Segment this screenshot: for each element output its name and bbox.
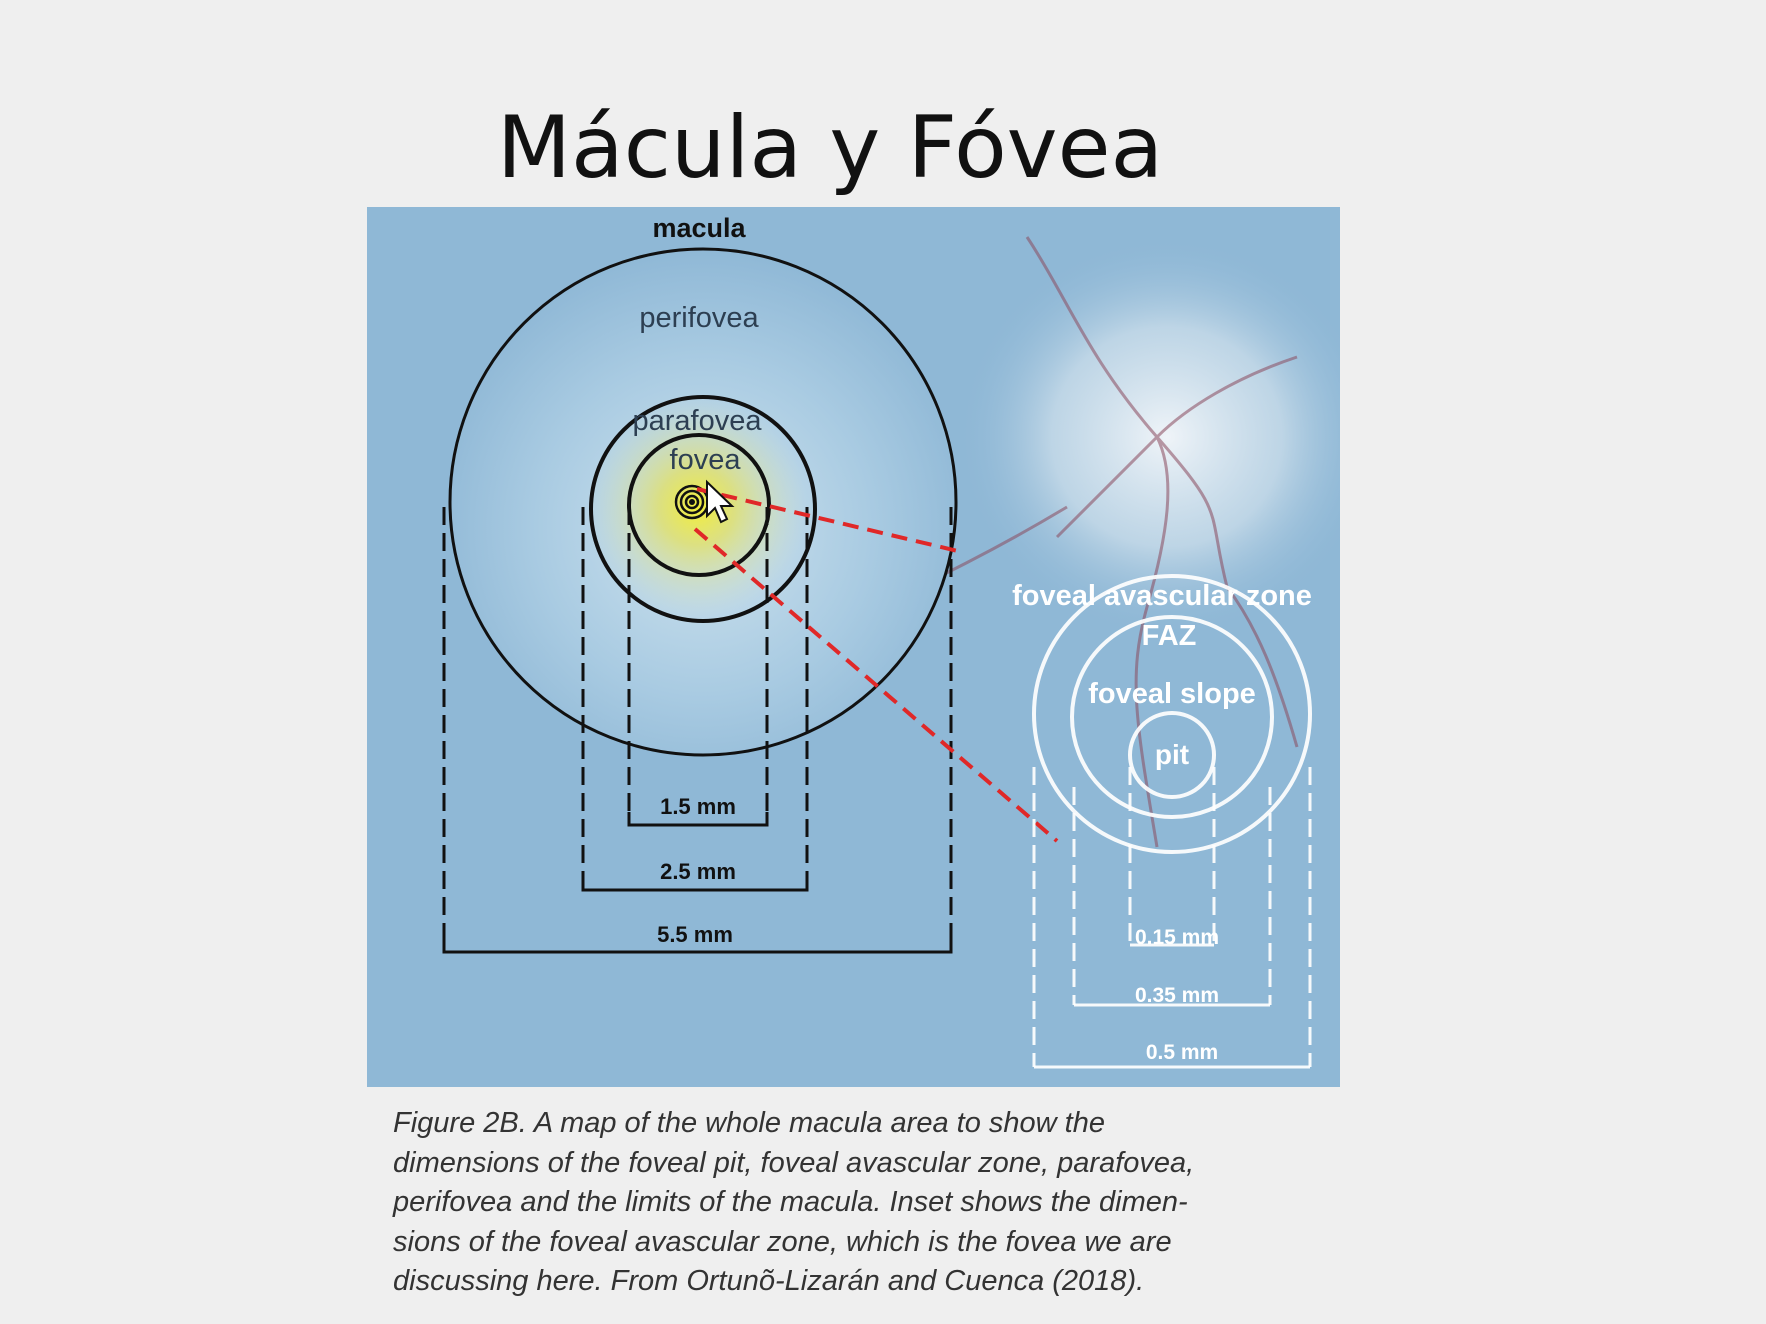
slide-title: Mácula y Fóvea — [496, 97, 1164, 198]
label-macula: macula — [652, 213, 746, 243]
caption-line: Figure 2B. A map of the whole macula area to show the — [393, 1107, 1105, 1139]
dim-0-35mm: 0.35 mm — [1134, 984, 1220, 1007]
dim-1-5mm: 1.5 mm — [660, 794, 736, 819]
caption-line: perifovea and the limits of the macula. Inset shows the dimen- — [393, 1186, 1188, 1218]
dim-5-5mm: 5.5 mm — [657, 922, 733, 947]
dim-0-15mm: 0.15 mm — [1134, 926, 1220, 949]
label-perifovea: perifovea — [639, 302, 759, 334]
label-foveal-slope: foveal slope — [1088, 678, 1256, 710]
dim-0-5mm: 0.5 mm — [1145, 1041, 1219, 1064]
label-faz-title: foveal avascular zone — [1012, 580, 1312, 612]
macula-diagram — [367, 207, 1340, 1087]
figure-caption — [393, 1104, 1343, 1302]
label-parafovea: parafovea — [632, 405, 762, 437]
caption-line: discussing here. From Ortunõ-Lizarán and Cuenca (2018). — [393, 1265, 1145, 1297]
label-pit: pit — [1154, 739, 1190, 770]
caption-line: sions of the foveal avascular zone, which is the fovea we are — [393, 1225, 1172, 1258]
label-faz: FAZ — [1141, 620, 1197, 652]
dim-2-5mm: 2.5 mm — [660, 859, 736, 884]
caption-line: dimensions of the foveal pit, foveal avascular zone, parafovea, — [393, 1146, 1195, 1179]
label-fovea: fovea — [669, 444, 741, 476]
